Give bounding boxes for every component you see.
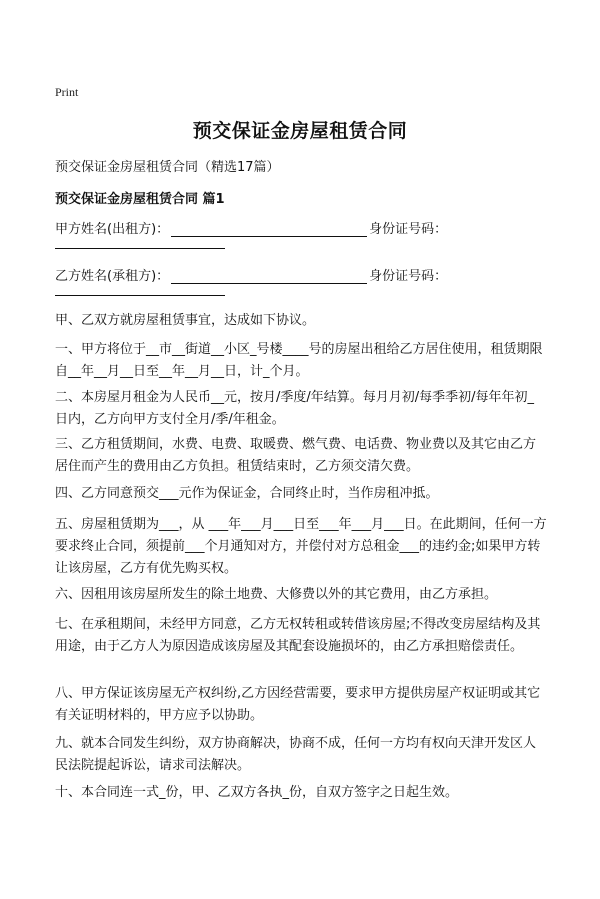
party-b-id-label: 身份证号码： bbox=[369, 269, 448, 284]
paragraph-6: 六、因租用该房屋所发生的除土地费、大修费以外的其它费用，由乙方承担。 bbox=[55, 587, 498, 602]
party-a-name-line bbox=[171, 222, 367, 237]
paragraph-1: 一、甲方将位于__市__街道__小区_号楼____号的房屋出租给乙方居住使用，租赁期限自__年__月__日至__年__月__日，计_个月。 bbox=[55, 342, 543, 379]
paragraph-8: 八、甲方保证该房屋无产权纠纷,乙方因经营需要，要求甲方提供房屋产权证明或其它有关证明材料的，甲方应予以协助。 bbox=[55, 686, 541, 723]
party-b-name-line bbox=[171, 269, 367, 284]
party-a-id-label: 身份证号码： bbox=[369, 222, 448, 237]
paragraph-9: 九、就本合同发生纠纷，双方协商解决，协商不成，任何一方均有权向天津开发区人民法院提起诉讼，请求司法解决。 bbox=[55, 736, 537, 773]
paragraph-10: 十、本合同连一式_份，甲、乙双方各执_份，自双方签字之日起生效。 bbox=[55, 785, 459, 800]
document-title: 预交保证金房屋租赁合同 bbox=[192, 120, 408, 142]
print-label[interactable]: Print bbox=[55, 85, 79, 99]
party-a-label: 甲方姓名(出租方)： bbox=[55, 222, 170, 237]
document-subtitle: 预交保证金房屋租赁合同（精选17篇） bbox=[55, 160, 280, 175]
paragraph-7: 七、在承租期间，未经甲方同意，乙方无权转租或转借该房屋;不得改变房屋结构及其用途，由于乙方人为原因造成该房屋及其配套设施损坏的，由乙方承担赔偿责任。 bbox=[55, 617, 541, 654]
party-a-id-line bbox=[55, 248, 225, 249]
paragraph-4: 四、乙方同意预交___元作为保证金，合同终止时，当作房租冲抵。 bbox=[55, 486, 439, 501]
party-a-row bbox=[55, 218, 447, 237]
paragraph-3: 三、乙方租赁期间，水费、电费、取暖费、燃气费、电话费、物业费以及其它由乙方居住而产生的费用由乙方负担。租赁结束时，乙方须交清欠费。 bbox=[55, 437, 537, 474]
party-b-row bbox=[55, 265, 447, 284]
party-b-label: 乙方姓名(承租方)： bbox=[55, 269, 170, 284]
party-b-id-line bbox=[55, 295, 225, 296]
section-heading: 预交保证金房屋租赁合同 篇1 bbox=[55, 192, 225, 207]
paragraph-2: 二、本房屋月租金为人民币__元，按月/季度/年结算。每月月初/每季季初/每年年初_日内，乙方向甲方支付全月/季/年租金。 bbox=[55, 390, 535, 427]
paragraph-5: 五、房屋租赁期为___，从 ___年___月___日至___年___月___日。在此期间，任何一方要求终止合同，须提前___个月通知对方，并偿付对方总租金___的违约金;如果甲方转让该房屋，乙方有优先购买权。 bbox=[55, 517, 547, 576]
paragraph-intro: 甲、乙双方就房屋租赁事宜，达成如下协议。 bbox=[55, 313, 316, 328]
